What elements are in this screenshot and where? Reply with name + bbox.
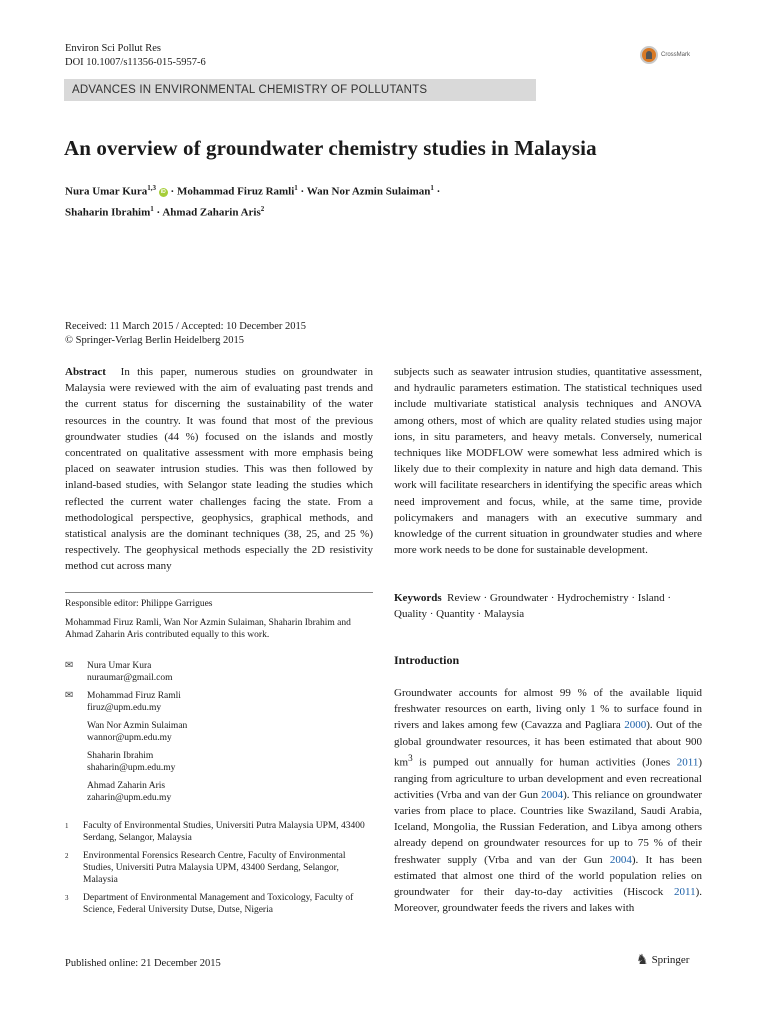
contact-email[interactable]: shaharin@upm.edu.my xyxy=(87,763,176,773)
intro-text: ). This reliance on groundwater varies from place to place. Countries like Swaziland, Saudi Arabia, Iceland, Mongolia, the Russian Federation, and Libya among others already depend on groundwater resources for up to 75 % of their freshwater supply (Vrba and van der Gun xyxy=(394,788,702,866)
abstract-text-right: subjects such as seawater intrusion studies, quantitative assessment, and hydraulic parameters estimation. The statistical techniques used include multivariate statistical analysis techniques and ANOVA among others, most of which are quality related studies using major ions, in situ parameters, and heavy metals. Conversely, numerical techniques like MODFLOW were somewhat less admired which is likely due to their complexity in nature and high data demand. This work will facilitate researchers in identifying the specific areas which need improvement and focus, while, at the same time, provide policymakers and managers with an executive summary and knowledge of the current situation in groundwater studies and where more work needs to be done for sustainable development. xyxy=(394,366,702,557)
author-separator: · xyxy=(433,185,441,198)
citation-link[interactable]: 2004 xyxy=(609,853,632,866)
envelope-icon: ✉ xyxy=(65,660,74,671)
contact-indent xyxy=(65,750,87,774)
contact-name: Wan Nor Azmin Sulaiman xyxy=(87,721,188,731)
keywords xyxy=(394,590,704,622)
responsible-editor: Responsible editor: Philippe Garrigues xyxy=(65,599,213,609)
journal-name: Environ Sci Pollut Res xyxy=(65,43,161,54)
author-contacts xyxy=(65,660,373,810)
contact-indent xyxy=(65,720,87,744)
author-list xyxy=(65,180,565,221)
editor-notes xyxy=(65,598,373,648)
author-affiliation-sup: 1,3 xyxy=(147,184,157,192)
contact-item xyxy=(65,780,373,804)
author-name[interactable]: Ahmad Zaharin Aris xyxy=(162,206,261,219)
introduction-body xyxy=(394,685,702,917)
affiliation-text: Department of Environmental Management and Toxicology, Faculty of Science, Federal University Dutse, Dutse, Nigeria xyxy=(83,893,354,915)
contact-indent xyxy=(65,780,87,804)
keywords-text: Review · Groundwater · Hydrochemistry · Island · Quality · Quantity · Malaysia xyxy=(394,592,672,621)
author-name[interactable]: Mohammad Firuz Ramli xyxy=(176,185,295,198)
intro-text: Groundwater accounts for almost 99 % of the available liquid freshwater resources on earth, living only 1 % to surface found in rivers and lakes among few (Cavazza and Pagliara xyxy=(394,687,702,732)
contact-email[interactable]: nuraumar@gmail.com xyxy=(87,673,173,683)
affiliation-text: Environmental Forensics Research Centre, Faculty of Environmental Studies, Universiti Putra Malaysia UPM, 43400 Serdang, Selangor, Malaysia xyxy=(83,851,346,885)
copyright: © Springer-Verlag Berlin Heidelberg 2015 xyxy=(65,335,245,346)
intro-text: is pumped out annually for human activities (Jones xyxy=(412,756,677,769)
author-affiliation-sup: 1 xyxy=(150,204,154,213)
intro-text: ). Out of the global groundwater resources, it has been estimated that about 900 km xyxy=(394,719,702,769)
affiliation-item xyxy=(65,850,373,886)
published-date: Published online: 21 December 2015 xyxy=(65,958,221,969)
affiliation-number: 1 xyxy=(65,822,69,830)
affiliation-number: 3 xyxy=(65,894,69,902)
section-banner: ADVANCES IN ENVIRONMENTAL CHEMISTRY OF POLLUTANTS xyxy=(64,79,536,101)
author-name[interactable]: Shaharin Ibrahim xyxy=(65,206,151,219)
author-separator: · xyxy=(297,185,307,198)
article-title: An overview of groundwater chemistry studies in Malaysia xyxy=(64,136,597,160)
article-dates xyxy=(65,320,306,348)
contribution-note: Mohammad Firuz Ramli, Wan Nor Azmin Sulaiman, Shaharin Ibrahim and Ahmad Zaharin Aris contributed equally to this work. xyxy=(65,618,351,640)
author-affiliation-sup: 1 xyxy=(430,184,434,192)
envelope-icon: ✉ xyxy=(65,690,74,701)
affiliation-item xyxy=(65,892,373,916)
publisher-logo xyxy=(636,952,689,968)
orcid-icon[interactable]: iD xyxy=(160,188,166,195)
intro-text: ) ranging from agriculture to urban development and even recreational activities (Vrba and van der Gun xyxy=(394,756,702,801)
contact-name: Shaharin Ibrahim xyxy=(87,751,154,761)
affiliation-item xyxy=(65,820,373,844)
contact-item xyxy=(65,750,373,774)
author-separator: · xyxy=(153,206,163,219)
contact-name: Mohammad Firuz Ramli xyxy=(87,691,181,701)
author-affiliation-sup: 1 xyxy=(294,184,298,192)
contact-name: Ahmad Zaharin Aris xyxy=(87,781,166,791)
author-affiliation-sup: 2 xyxy=(260,204,265,213)
abstract-left xyxy=(65,364,373,575)
publisher-name: Springer xyxy=(651,954,690,966)
doi[interactable]: DOI 10.1007/s11356-015-5957-6 xyxy=(65,57,206,68)
citation-link[interactable]: 2000 xyxy=(624,719,647,732)
contact-email[interactable]: firuz@upm.edu.my xyxy=(87,703,162,713)
intro-text: ). It has been estimated that almost one third of the world population relies on groundwater for their day-to-day activities (Hiscock xyxy=(394,853,703,899)
received-accepted: Received: 11 March 2015 / Accepted: 10 December 2015 xyxy=(65,321,307,332)
citation-link[interactable]: 2011 xyxy=(676,756,699,769)
abstract-right xyxy=(394,364,702,558)
affiliation-number: 2 xyxy=(65,852,69,860)
contact-item xyxy=(65,720,373,744)
author-separator: · xyxy=(167,185,177,198)
introduction-heading: Introduction xyxy=(394,653,460,667)
keywords-label: Keywords xyxy=(394,592,442,604)
abstract-label: Abstract xyxy=(65,366,106,378)
crossmark-label: CrossMark xyxy=(661,52,691,58)
crossmark-icon xyxy=(640,46,658,64)
citation-link[interactable]: 2011 xyxy=(673,886,696,899)
intro-text: ). Moreover, groundwater feeds the rivers and lakes with xyxy=(394,886,702,915)
contact-item xyxy=(65,690,373,714)
superscript: 3 xyxy=(408,752,413,763)
author-name[interactable]: Wan Nor Azmin Sulaiman xyxy=(306,185,431,198)
author-name[interactable]: Nura Umar Kura xyxy=(65,185,148,198)
crossmark-badge[interactable] xyxy=(640,44,715,66)
abstract-text-left: In this paper, numerous studies on groundwater in Malaysia were reviewed with the aim of evaluating past trends and the current status for discerning the sustainability of the water resources in the country. It was found that most of the previous groundwater studies (44 %) focused on the islands and mostly concentrated on qualitative assessment with more emphasis being placed on seawater intrusion studies. This was then followed by inland-based studies, with Selangor state leading the studies which reflected the current water challenges facing the state. From a methodological perspective, geophysics, graphical methods, and statistical analysis are the dominant techniques (38, 25, and 25 %) respectively. The geophysical methods especially the 2D resistivity method cut across many xyxy=(65,366,374,573)
contact-name: Nura Umar Kura xyxy=(87,661,152,671)
springer-horse-icon: ♞ xyxy=(636,952,649,968)
contact-item xyxy=(65,660,373,684)
footnote-divider xyxy=(65,592,373,593)
journal-info xyxy=(65,42,206,70)
affiliations xyxy=(65,820,373,922)
affiliation-text: Faculty of Environmental Studies, Universiti Putra Malaysia UPM, 43400 Serdang, Selangor, Malaysia xyxy=(83,821,365,843)
citation-link[interactable]: 2004 xyxy=(541,788,564,801)
contact-email[interactable]: zaharin@upm.edu.my xyxy=(87,793,172,803)
contact-email[interactable]: wannor@upm.edu.my xyxy=(87,733,172,743)
